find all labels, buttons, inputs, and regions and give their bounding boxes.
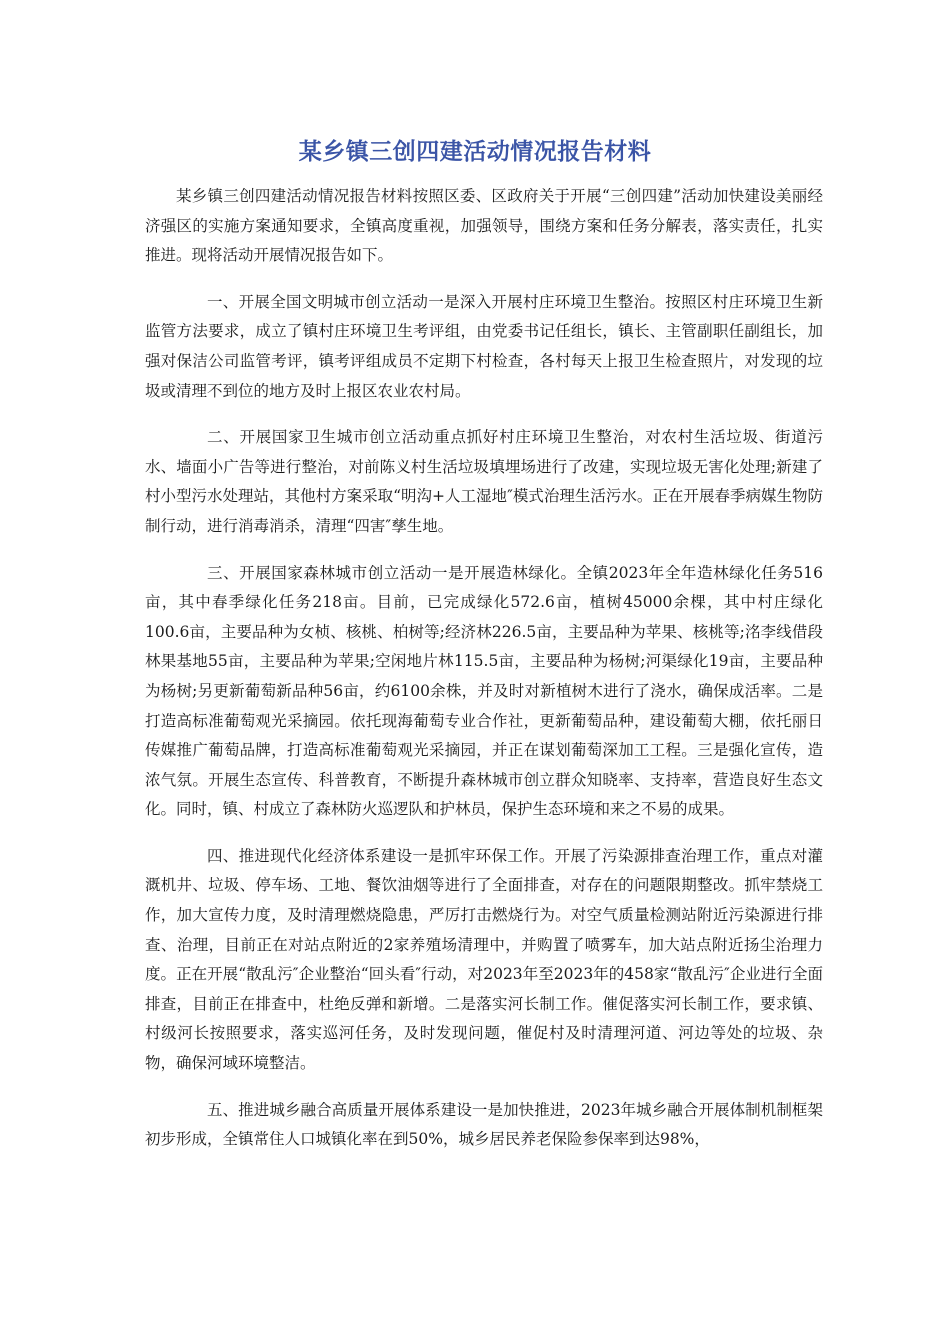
paragraph-section-2: 二、开展国家卫生城市创立活动重点抓好村庄环境卫生整治，对农村生活垃圾、街道污水、墙面小广告等进行整治，对前陈义村生活垃圾填埋场进行了改建，实现垃圾无害化处理;新建了村小型污水处理站，其他村方案采取“明沟+人工湿地″模式治理生活污水。正在开展春季病媒生物防制行动，进行消毒消杀，清理“四害″孳生地。 bbox=[145, 428, 823, 535]
document-body bbox=[145, 182, 823, 1172]
paragraph-section-3: 三、开展国家森林城市创立活动一是开展造林绿化。全镇2023年全年造林绿化任务516亩，其中春季绿化任务218亩。目前，已完成绿化572.6亩，植树45000余棵，其中村庄绿化100.6亩，主要品种为女桢、核桃、柏树等;经济林226.5亩，主要品种为苹果、核桃等;洺李线借段林果基地55亩，主要品种为苹果;空闲地片林115.5亩，主要品种为杨树;河渠绿化19亩，主要品种为杨树;另更新葡萄新品种56亩，约6100余株，并及时对新植树木进行了浇水，确保成活率。二是打造高标准葡萄观光采摘园。依托现海葡萄专业合作社，更新葡萄品种，建设葡萄大棚，依托丽日传媒推广葡萄品牌，打造高标准葡萄观光采摘园，并正在谋划葡萄深加工工程。三是强化宣传，造浓气氛。开展生态宣传、科普教育，不断提升森林城市创立群众知晓率、支持率，营造良好生态文化。同时，镇、村成立了森林防火巡逻队和护林员，保护生态环境和来之不易的成果。 bbox=[145, 563, 823, 819]
paragraph-section-1: 一、开展全国文明城市创立活动一是深入开展村庄环境卫生整治。按照区村庄环境卫生新监管方法要求，成立了镇村庄环境卫生考评组，由党委书记任组长，镇长、主管副职任副组长，加强对保洁公司监管考评，镇考评组成员不定期下村检查，各村每天上报卫生检查照片，对发现的垃圾或清理不到位的地方及时上报区农业农村局。 bbox=[145, 292, 823, 400]
paragraph-intro: 某乡镇三创四建活动情况报告材料按照区委、区政府关于开展“三创四建”活动加快建设美丽经济强区的实施方案通知要求，全镇高度重视，加强领导，围绕方案和任务分解表，落实责任，扎实推进。现将活动开展情况报告如下。 bbox=[145, 187, 823, 265]
paragraph-section-4: 四、推进现代化经济体系建设一是抓牢环保工作。开展了污染源排查治理工作，重点对灌溉机井、垃圾、停车场、工地、餐饮油烟等进行了全面排查，对存在的问题限期整改。抓牢禁烧工作，加大宣传力度，及时清理燃烧隐患，严厉打击燃烧行为。对空气质量检测站附近污染源进行排查、治理，目前正在对站点附近的2家养殖场清理中，并购置了喷雾车，加大站点附近扬尘治理力度。正在开展“散乱污″企业整治“回头看″行动，对2023年至2023年的458家“散乱污″企业进行全面排查，目前正在排查中，杜绝反弹和新增。二是落实河长制工作。催促落实河长制工作，要求镇、村级河长按照要求，落实巡河任务，及时发现问题，催促村及时清理河道、河边等处的垃圾、杂物，确保河域环境整洁。 bbox=[145, 846, 823, 1073]
paragraph-section-5: 五、推进城乡融合高质量开展体系建设一是加快推进，2023年城乡融合开展体制机制框架初步形成，全镇常住人口城镇化率在到50%，城乡居民养老保险参保率到达98%， bbox=[145, 1100, 823, 1149]
document-title: 某乡镇三创四建活动情况报告材料 bbox=[298, 139, 652, 165]
